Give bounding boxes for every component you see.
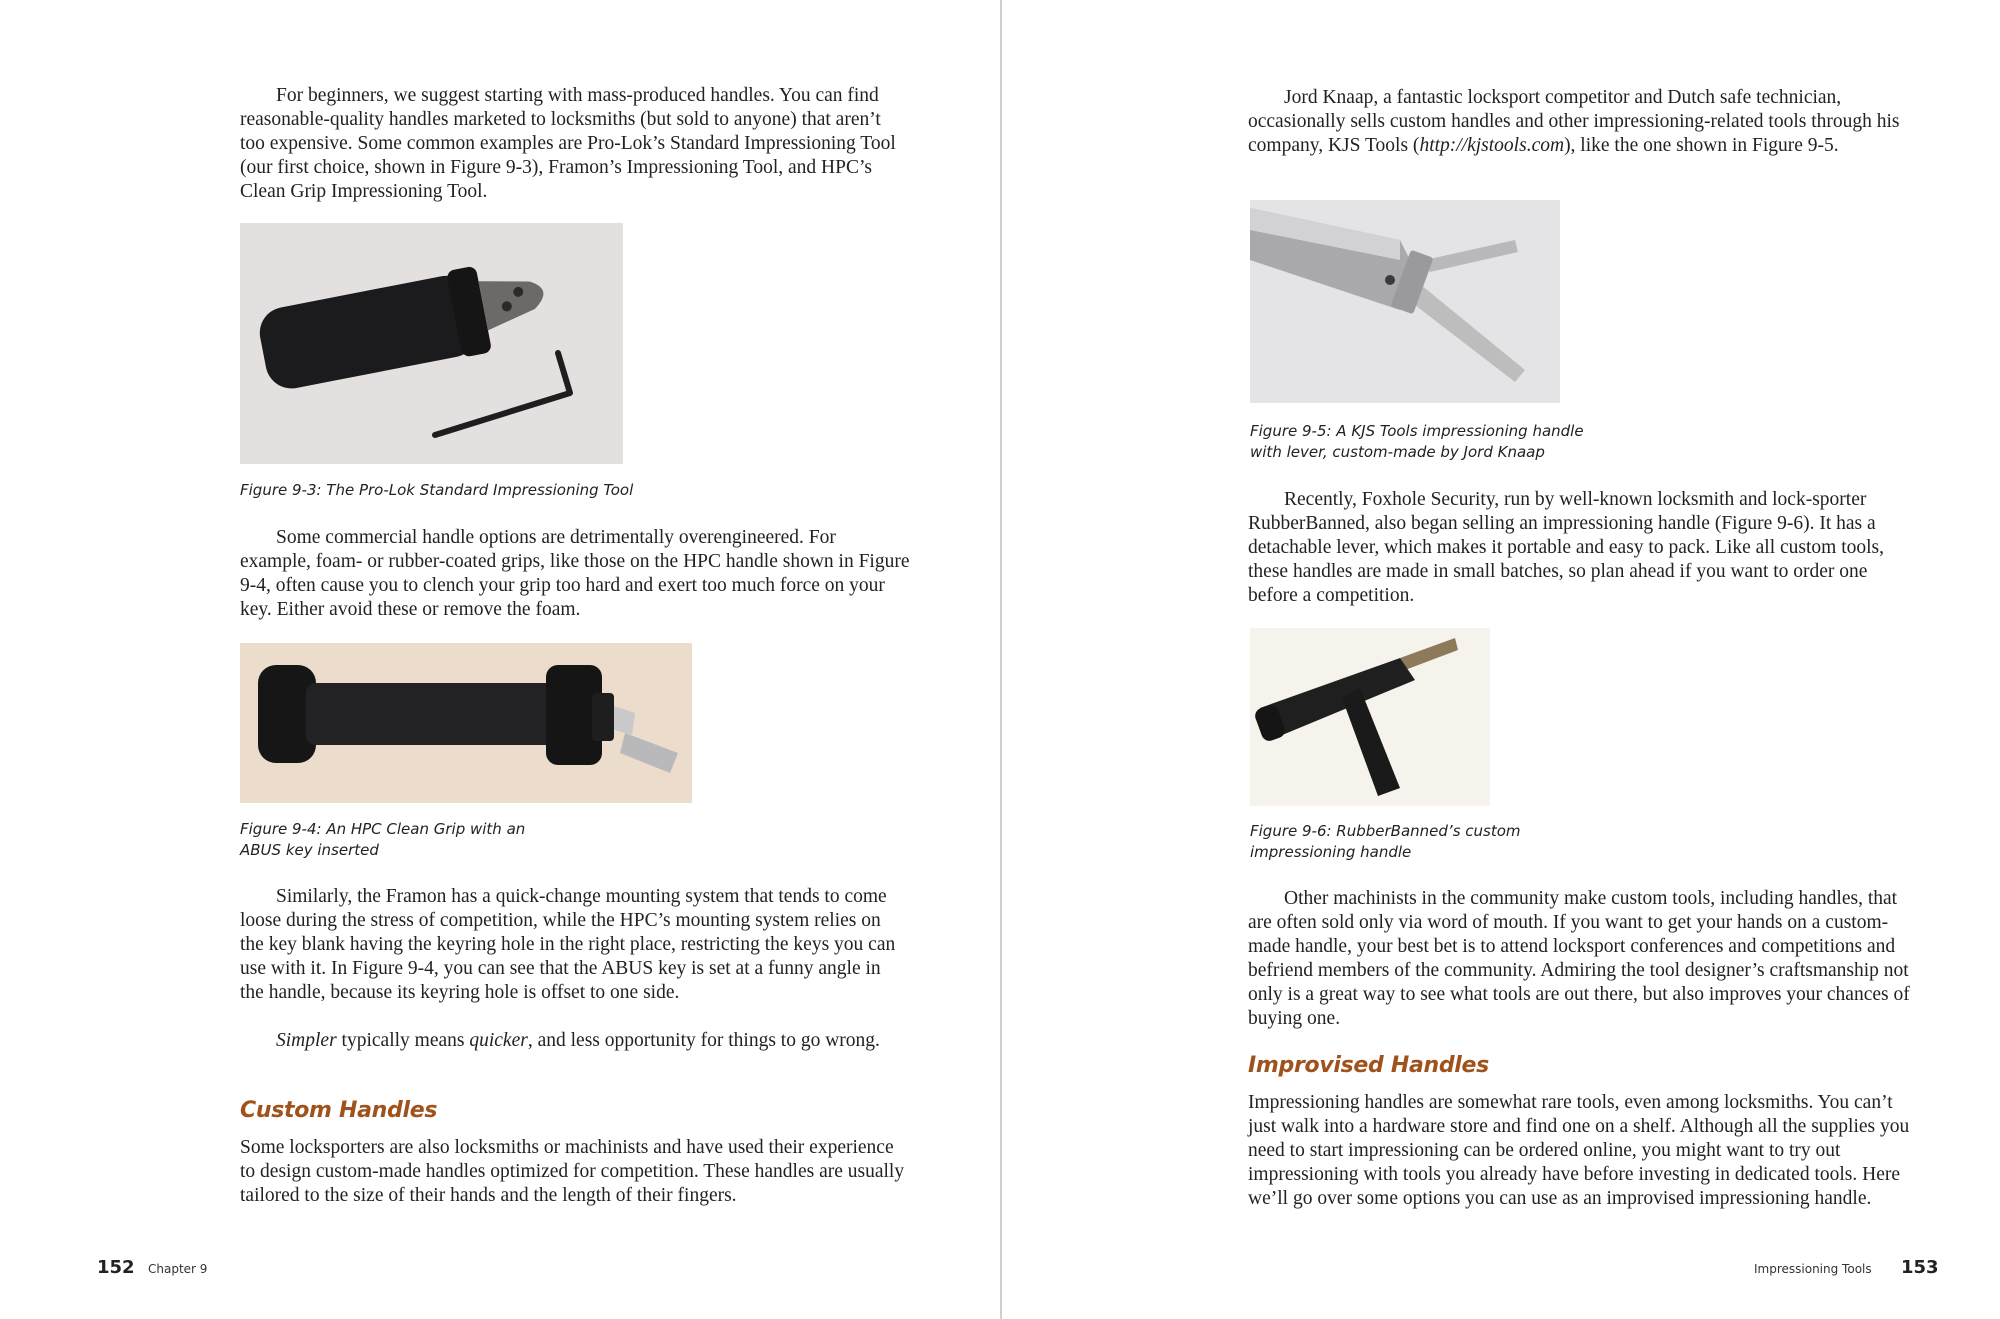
figure-9-4-caption-line-2: ABUS key inserted	[240, 841, 379, 859]
running-head-right: Impressioning Tools	[1754, 1262, 1872, 1276]
kjstools-url: http://kjstools.com	[1419, 135, 1565, 156]
right-paragraph-4: Impressioning handles are somewhat rare tools, even among locksmiths. You can’t just walk into a hardware store and find one on a shelf. Although all the supplies you need to start impressioning can be ordered online, you might want to try out impressioning with tools you already have before investing in dedicated tools. Here we’ll go over some options you can use as an improvised impressioning handle.	[1248, 1092, 1910, 1209]
figure-9-6-caption-line-2: impressioning handle	[1250, 843, 1412, 861]
right-paragraph-2: Recently, Foxhole Security, run by well-known locksmith and lock-sporter RubberBanned, also began selling an impressioning handle (Figure 9-6). It has a detachable lever, which makes it portable and easy to pack. Like all custom tools, these handles are made in small batches, so plan ahead if you want to order one before a competition.	[1248, 489, 1885, 606]
figure-9-5-image	[1250, 200, 1560, 403]
left-paragraph-5: Some locksporters are also locksmiths or machinists and have used their experience to design custom-made handles optimized for competition. These handles are usually tailored to the size of their hands and the length of their fingers.	[240, 1137, 905, 1206]
paragraph-4-end: , and less opportunity for things to go wrong.	[527, 1030, 880, 1051]
left-paragraph-3: Similarly, the Framon has a quick-change mounting system that tends to come loose during the stress of competition, while the HPC’s mounting system relies on the key blank having the keyring hole in the right place, restricting the keys you can use with it. In Figure 9-4, you can see that the ABUS key is set at a funny angle in the handle, because its keyring hole is offset to one side.	[240, 886, 896, 1003]
hpc-handle-illustration	[240, 643, 692, 803]
figure-9-5-caption-line-2: with lever, custom-made by Jord Knaap	[1250, 443, 1545, 461]
running-head-left: Chapter 9	[148, 1262, 208, 1276]
left-paragraph-1: For beginners, we suggest starting with mass-produced handles. You can find reasonable-quality handles marketed to locksmiths (but sold to anyone) that aren’t too expensive. Some common examples are Pro-Lok’s Standard Impressioning Tool (our first choice, shown in Figure 9-3), Framon’s Impressioning Tool, and HPC’s Clean Grip Impressioning Tool.	[240, 85, 896, 202]
figure-9-4-caption-line-1: Figure 9-4: An HPC Clean Grip with an	[240, 820, 526, 838]
figure-9-6-caption-line-1: Figure 9-6: RubberBanned’s custom	[1250, 822, 1521, 840]
right-paragraph-1	[1248, 86, 1916, 158]
rubberbanned-handle-illustration	[1250, 628, 1490, 806]
figure-9-6-image	[1250, 628, 1490, 806]
paragraph-1-start: Jord Knaap, a fantastic locksport competitor and Dutch safe technician, occasionally sells custom handles and other impressioning-related tools through his company, KJS Tools (	[1248, 87, 1900, 156]
heading-custom-handles: Custom Handles	[240, 1098, 438, 1123]
right-paragraph-3: Other machinists in the community make custom tools, including handles, that are often sold only via word of mouth. If you want to get your hands on a custom-made handle, your best bet is to attend locksport conferences and competitions and befriend members of the community. Admiring the tool designer’s craftsmanship not only is a great way to see what tools are out there, but also improves your chances of buying one.	[1248, 888, 1910, 1029]
heading-improvised-handles: Improvised Handles	[1248, 1053, 1489, 1078]
page-number-left: 152	[97, 1257, 135, 1278]
figure-9-3-caption: Figure 9-3: The Pro-Lok Standard Impressioning Tool	[240, 481, 634, 499]
figure-9-5-caption-line-1: Figure 9-5: A KJS Tools impressioning handle	[1250, 422, 1584, 440]
paragraph-1-end: ), like the one shown in Figure 9-5.	[1564, 135, 1839, 156]
page-number-right: 153	[1901, 1257, 1939, 1278]
figure-9-4-image	[240, 643, 692, 803]
emphasis-quicker: quicker	[469, 1030, 528, 1051]
prolok-handle-illustration	[240, 223, 623, 464]
figure-9-3-image	[240, 223, 623, 464]
paragraph-4-mid: typically means	[336, 1030, 470, 1051]
left-paragraph-2: Some commercial handle options are detrimentally overengineered. For example, foam- or rubber-coated grips, like those on the HPC handle shown in Figure 9-4, often cause you to clench your grip too hard and exert too much force on your key. Either avoid these or remove the foam.	[240, 527, 910, 620]
kjs-handle-illustration	[1250, 200, 1560, 403]
right-page	[1002, 0, 2000, 1319]
emphasis-simpler: Simpler	[276, 1030, 337, 1051]
left-paragraph-4	[240, 1029, 900, 1053]
